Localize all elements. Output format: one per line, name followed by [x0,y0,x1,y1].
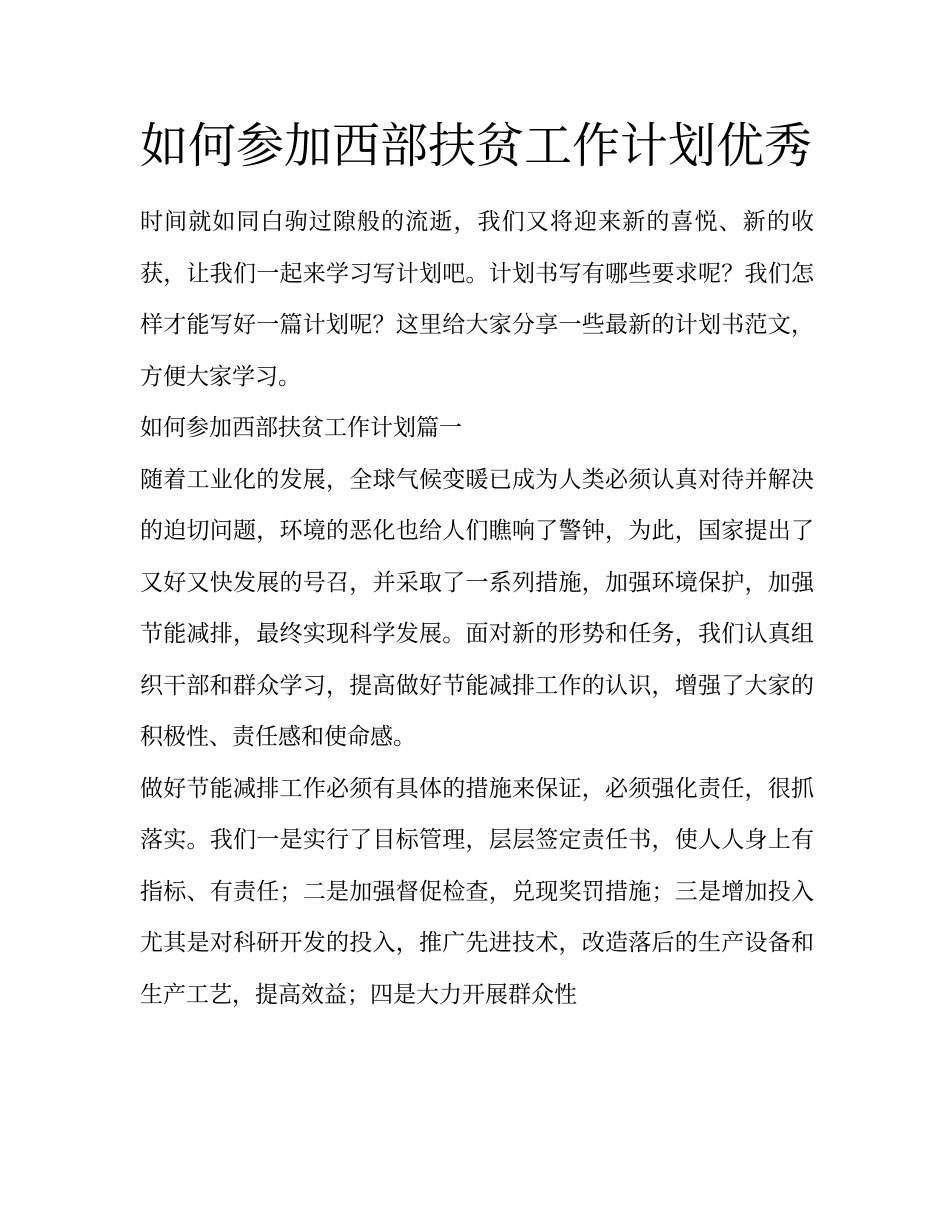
intro-paragraph: 时间就如同白驹过隙般的流逝，我们又将迎来新的喜悦、新的收获，让我们一起来学习写计划吧。计划书写有哪些要求呢？我们怎样才能写好一篇计划呢？这里给大家分享一些最新的计划书范文，方便大家学习。 [140,209,814,390]
document-title: 如何参加西部扶贫工作计划优秀 [140,118,813,174]
body-paragraph: 做好节能减排工作必须有具体的措施来保证，必须强化责任，很抓落实。我们一是实行了目标管理，层层签定责任书，使人人身上有指标、有责任；二是加强督促检查，兑现奖罚措施；三是增加投入尤其是对科研开发的投入，推广先进技术，改造落后的生产设备和生产工艺，提高效益；四是大力开展群众性 [140,775,814,1008]
section-heading: 如何参加西部扶贫工作计划篇一 [140,415,462,441]
document-body [140,197,814,1021]
body-paragraph: 随着工业化的发展，全球气候变暖已成为人类必须认真对待并解决的迫切问题，环境的恶化也给人们瞧响了警钟，为此，国家提出了又好又快发展的号召，并采取了一系列措施，加强环境保护，加强节能减排，最终实现科学发展。面对新的形势和任务，我们认真组织干部和群众学习，提高做好节能减排工作的认识，增强了大家的积极性、责任感和使命感。 [140,466,814,750]
document-content [140,112,814,1021]
